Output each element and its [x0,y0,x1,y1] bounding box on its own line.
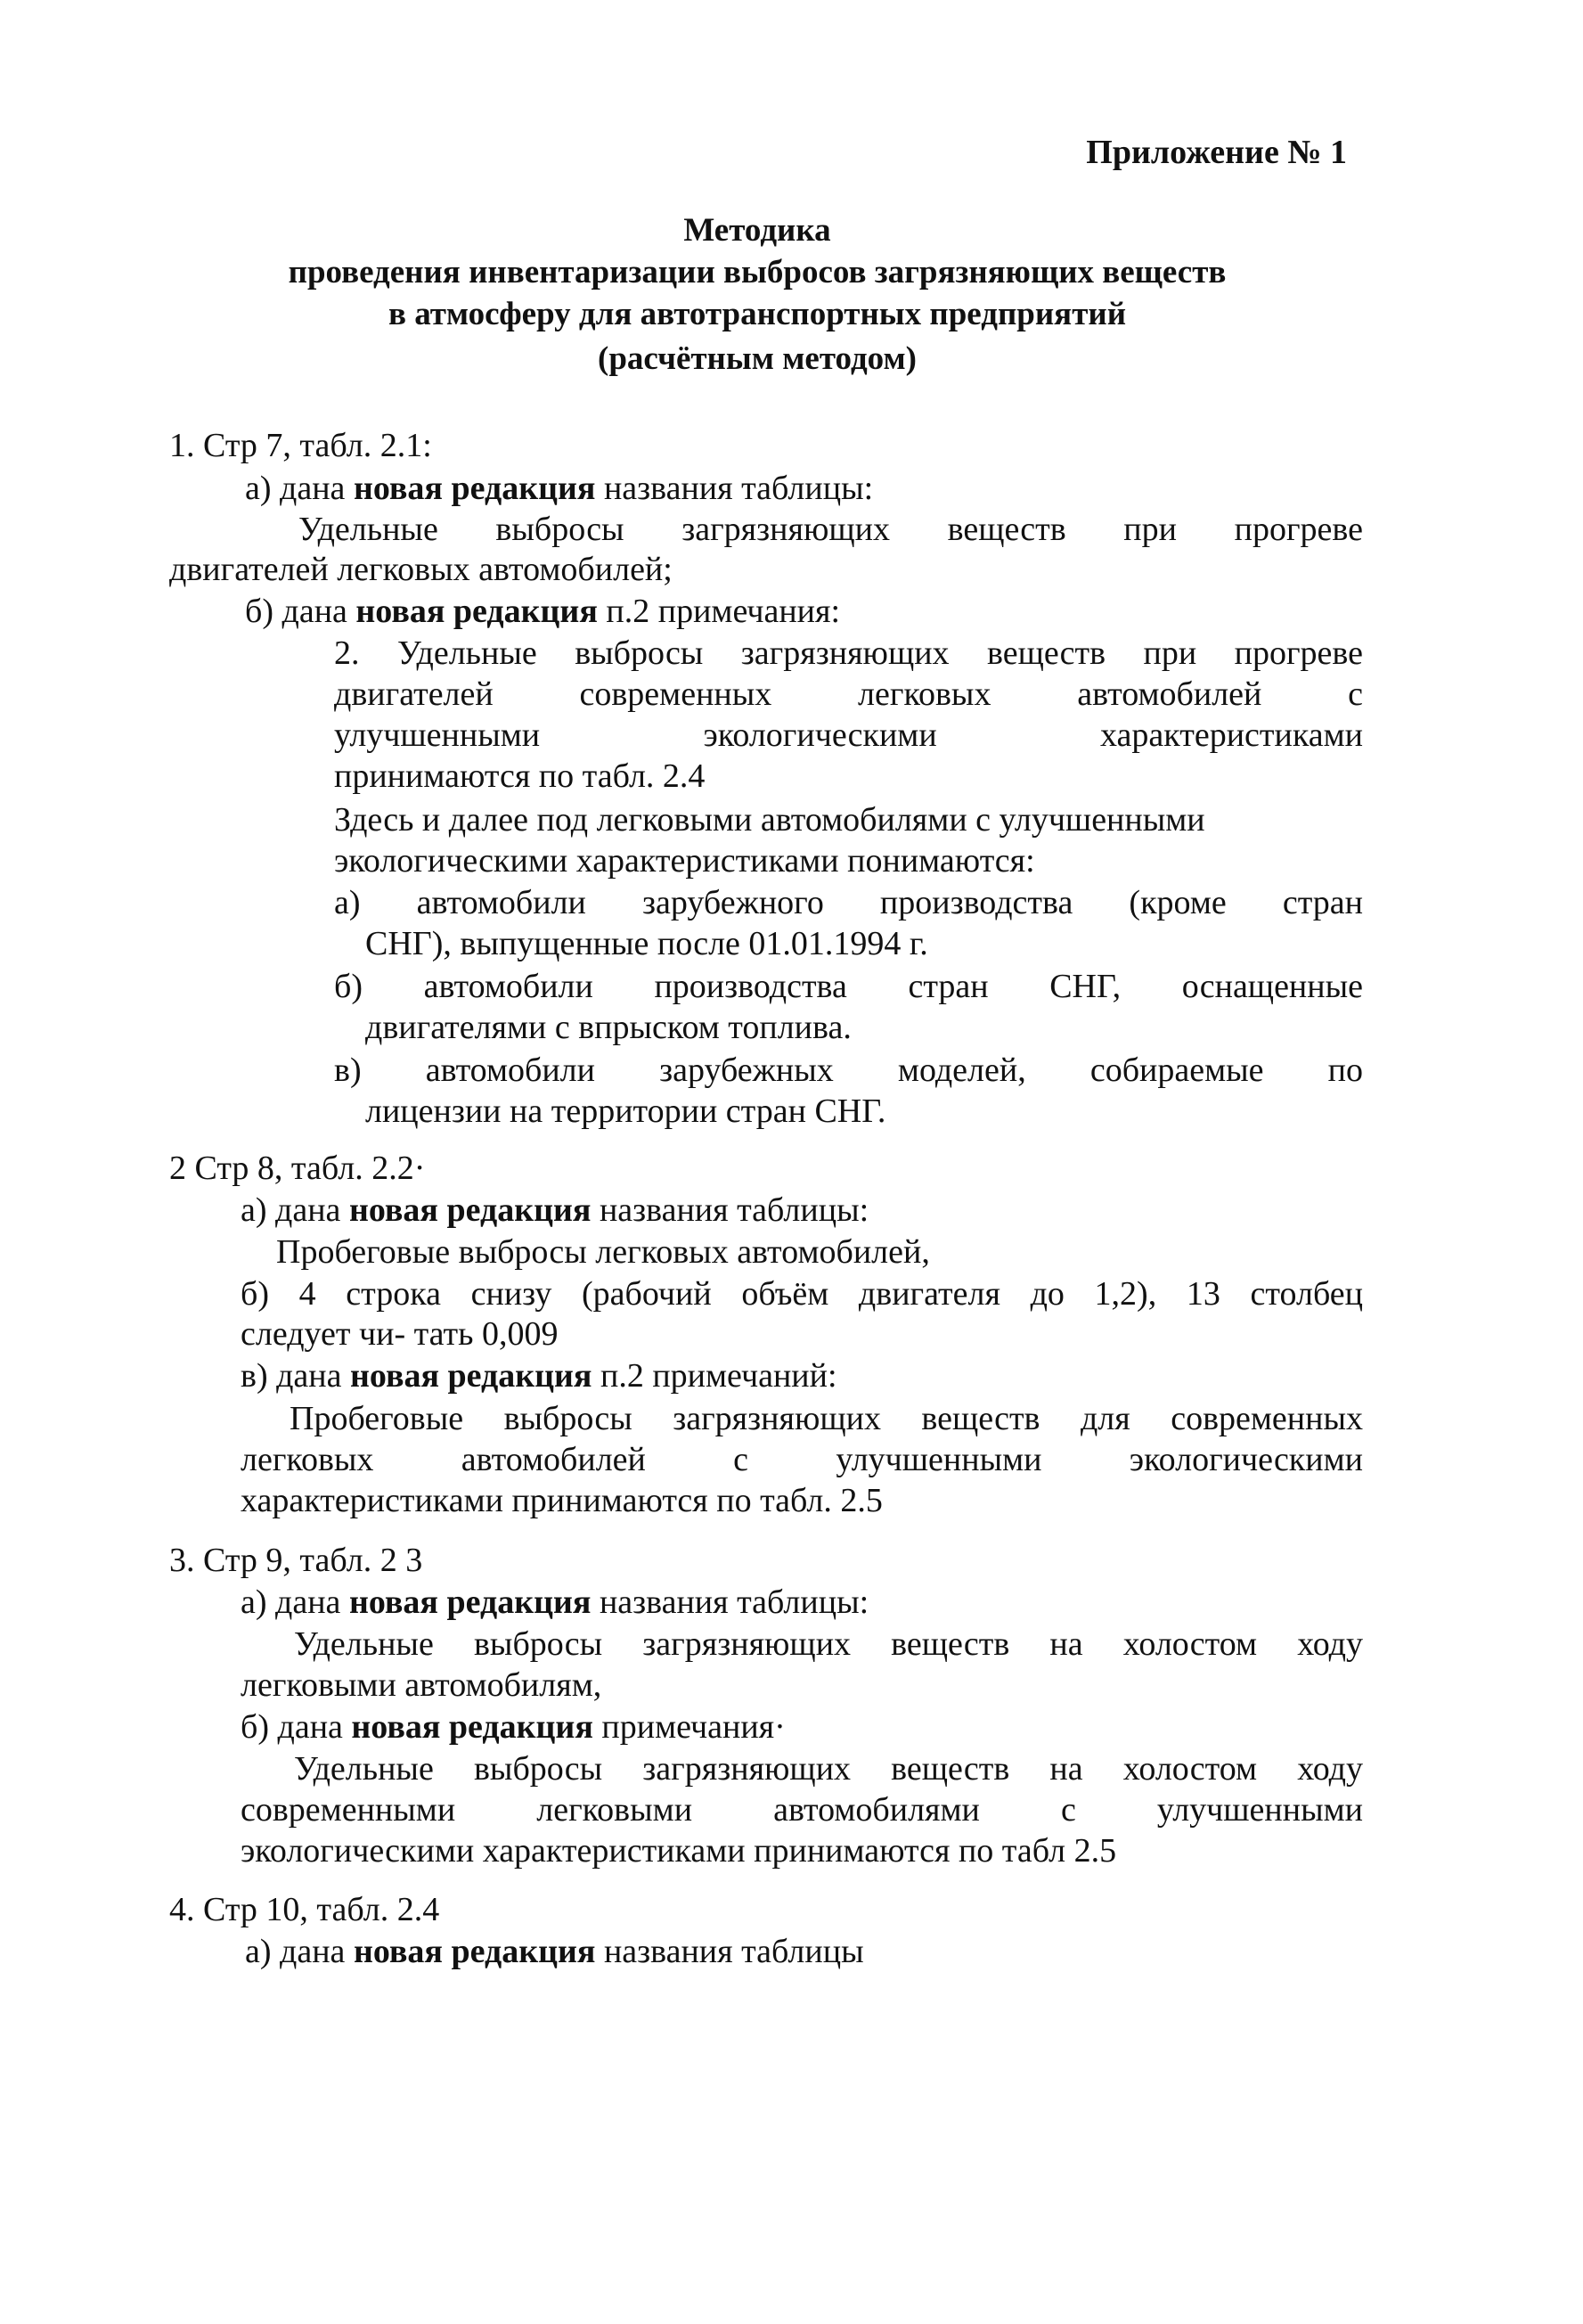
section-1-list-a-1: а) автомобили зарубежного производства (кроме стран [334,884,1363,921]
section-2-item-b-1: б) 4 строка снизу (рабочий объём двигателя до 1,2), 13 столбец [241,1275,1363,1313]
doc-title-line-2: проведения инвентаризации выбросов загрязняющих веществ [288,254,1227,290]
section-3-item-b: б) дана новая редакция примечания· [241,1708,786,1746]
section-3-heading: 3. Стр 9, табл. 2 3 [169,1542,423,1579]
section-4-item-a: а) дана новая редакция названия таблицы [245,1933,864,1970]
section-2-a-text: Пробеговые выбросы легковых автомобилей, [276,1233,930,1271]
section-1-note-4: принимаются по табл. 2.4 [334,757,706,795]
section-1-heading: 1. Стр 7, табл. 2.1: [169,427,432,464]
section-1-list-b-2: двигателями с впрыском топлива. [365,1009,852,1046]
section-2-item-b-2: следует чи- тать 0,009 [241,1315,559,1353]
section-1-item-b: б) дана новая редакция п.2 примечания: [245,593,841,630]
section-1-list-c-2: лицензии на территории стран СНГ. [365,1092,886,1130]
section-2-c-text-2: легковых автомобилей с улучшенными экологическими [241,1441,1363,1478]
section-2-item-c: в) дана новая редакция п.2 примечаний: [241,1357,837,1395]
section-2-c-text-1: Пробеговые выбросы загрязняющих веществ для современных [290,1400,1363,1437]
section-1-list-c-1: в) автомобили зарубежных моделей, собираемые по [334,1052,1363,1089]
section-2-heading: 2 Стр 8, табл. 2.2· [169,1150,426,1187]
section-1-list-b-1: б) автомобили производства стран СНГ, оснащенные [334,968,1363,1005]
section-4-heading: 4. Стр 10, табл. 2.4 [169,1891,440,1928]
section-3-b-text-1: Удельные выбросы загрязняющих веществ на холостом ходу [294,1750,1363,1788]
section-3-b-text-2: современными легковыми автомобилями с улучшенными [241,1791,1363,1829]
section-1-a-text-1: Удельные выбросы загрязняющих веществ при прогреве [298,511,1363,548]
section-3-a-text-1: Удельные выбросы загрязняющих веществ на холостом ходу [294,1625,1363,1663]
doc-title-line-4: (расчётным методом) [598,340,917,377]
section-3-item-a: а) дана новая редакция названия таблицы: [241,1583,869,1621]
section-1-list-a-2: СНГ), выпущенные после 01.01.1994 г. [365,925,928,962]
section-1-item-a: а) дана новая редакция названия таблицы: [245,470,874,507]
section-1-note-1: 2. Удельные выбросы загрязняющих веществ при прогреве [334,634,1363,672]
doc-title-line-3: в атмосферу для автотранспортных предприятий [388,296,1127,332]
section-3-b-text-3: экологическими характеристиками принимаются по табл 2.5 [241,1832,1117,1870]
section-1-note-3: улучшенными экологическими характеристиками [334,716,1363,754]
section-2-c-text-3: характеристиками принимаются по табл. 2.5 [241,1482,883,1519]
section-3-a-text-2: легковыми автомобилям, [241,1666,602,1704]
section-2-item-a: а) дана новая редакция названия таблицы: [241,1191,869,1229]
section-1-note-6: экологическими характеристиками понимаются: [334,842,1035,880]
section-1-a-text-2: двигателей легковых автомобилей; [169,551,673,588]
section-1-note-5: Здесь и далее под легковыми автомобилями с улучшенными [334,801,1205,839]
annex-label: Приложение № 1 [1086,134,1347,171]
section-1-note-2: двигателей современных легковых автомобилей с [334,675,1363,713]
doc-title-line-1: Методика [683,212,831,249]
